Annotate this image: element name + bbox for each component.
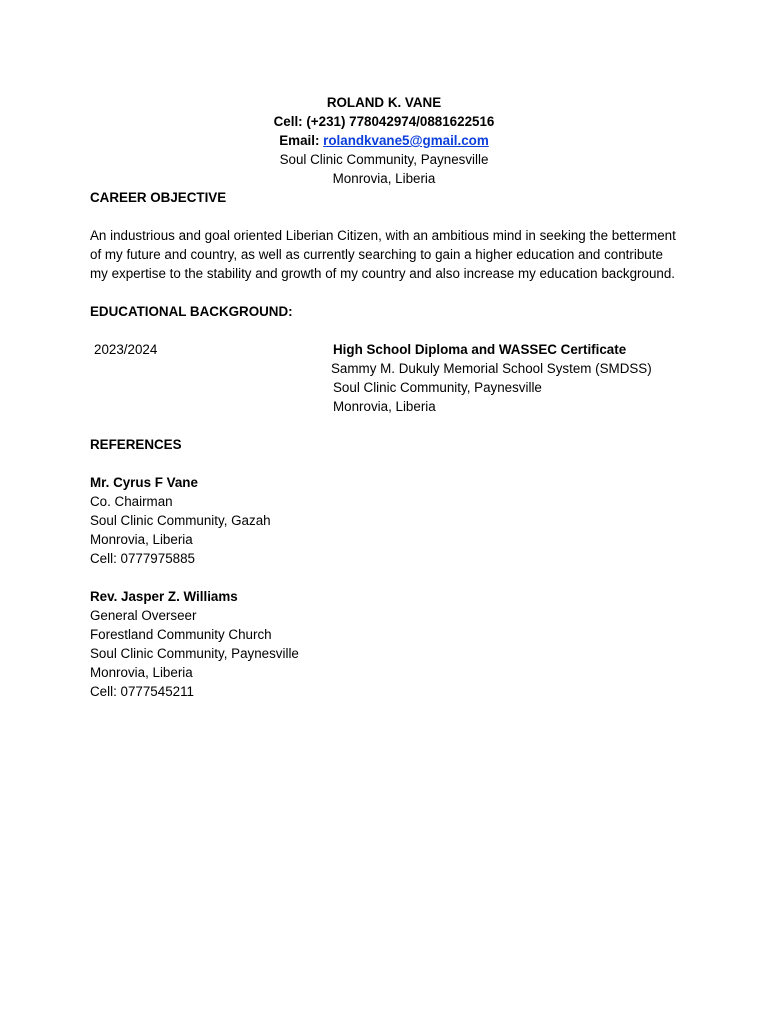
resume-header [90, 93, 678, 188]
education-heading: EDUCATIONAL BACKGROUND: [90, 304, 293, 319]
reference-cell: Cell: 0777975885 [90, 551, 195, 566]
education-institution: Sammy M. Dukuly Memorial School System (SMDSS) [331, 361, 652, 376]
references-heading: REFERENCES [90, 437, 182, 452]
applicant-cell: Cell: (+231) 778042974/0881622516 [273, 114, 495, 129]
email-link[interactable]: rolandkvane5@gmail.com [323, 133, 489, 148]
reference-entry [90, 587, 680, 701]
reference-address: Soul Clinic Community, Paynesville [90, 646, 299, 661]
email-label: Email: [279, 133, 324, 148]
education-year: 2023/2024 [94, 342, 158, 357]
reference-position: General Overseer [90, 608, 197, 623]
career-objective-text: An industrious and goal oriented Liberian Citizen, with an ambitious mind in seeking the betterment of my future and country, as well as currently searching to gain a higher education and contribute my expertise to the stability and growth of my country and also increase my education background. [90, 228, 676, 281]
applicant-address-line2: Monrovia, Liberia [332, 171, 436, 186]
reference-city: Monrovia, Liberia [90, 532, 193, 547]
resume-page [90, 93, 680, 701]
education-address-line2: Monrovia, Liberia [333, 399, 436, 414]
reference-address: Soul Clinic Community, Gazah [90, 513, 271, 528]
applicant-address-line1: Soul Clinic Community, Paynesville [279, 152, 489, 167]
education-title: High School Diploma and WASSEC Certificate [333, 342, 627, 357]
applicant-name: ROLAND K. VANE [326, 95, 442, 110]
reference-city: Monrovia, Liberia [90, 665, 193, 680]
reference-position: Co. Chairman [90, 494, 173, 509]
reference-name: Mr. Cyrus F Vane [90, 475, 198, 490]
career-objective-heading: CAREER OBJECTIVE [90, 190, 227, 205]
education-address-line1: Soul Clinic Community, Paynesville [333, 380, 542, 395]
reference-entry [90, 473, 680, 568]
reference-name: Rev. Jasper Z. Williams [90, 589, 238, 604]
reference-cell: Cell: 0777545211 [90, 684, 194, 699]
education-details [333, 340, 678, 416]
education-entry [90, 340, 680, 416]
applicant-email-line [90, 131, 678, 150]
reference-organization: Forestland Community Church [90, 627, 272, 642]
